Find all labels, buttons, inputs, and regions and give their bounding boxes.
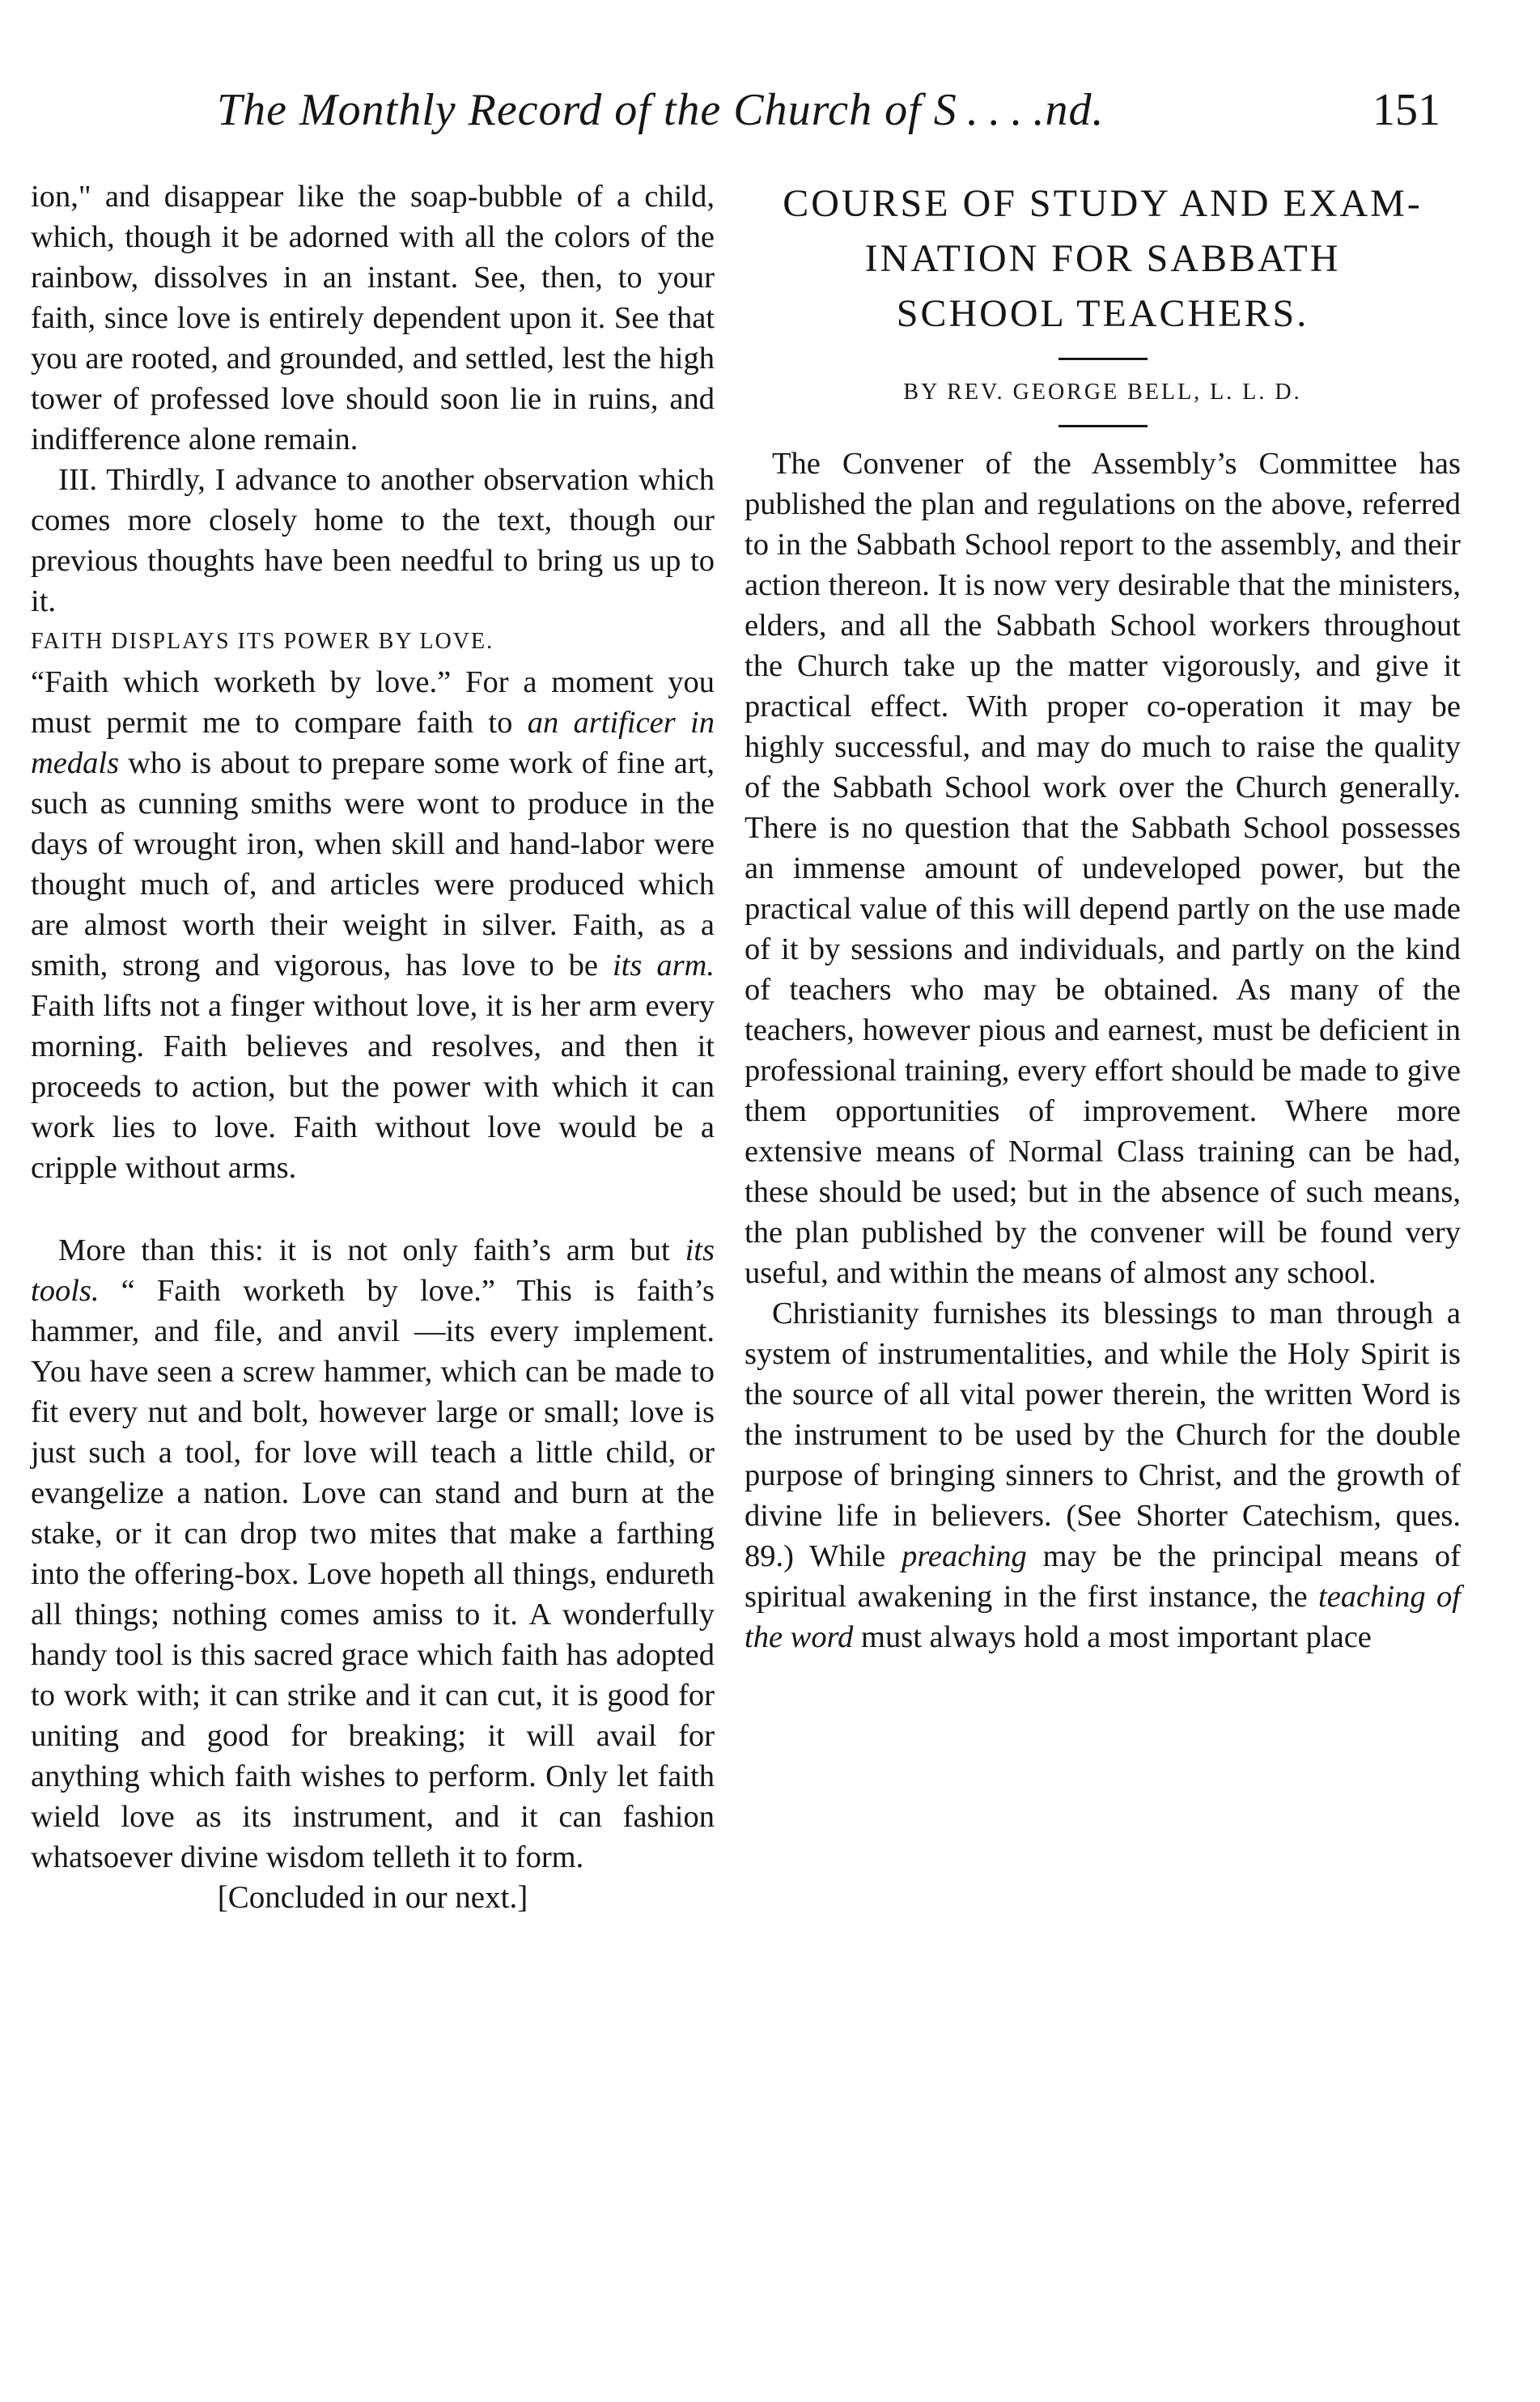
article-title-line: SCHOOL TEACHERS. (896, 292, 1309, 335)
paragraph-gap (31, 1188, 715, 1230)
article-title (745, 176, 1461, 342)
article-title-line: COURSE OF STUDY AND EXAM- (783, 182, 1423, 225)
article-byline: BY REV. GEORGE BELL, L. L. D. (903, 380, 1302, 405)
paragraph-third-observation: III. Thirdly, I advance to another observation which comes more closely home to the text, though our previous thoughts have been needful to bring us up to it. (31, 463, 715, 618)
paragraph-christianity-instrumentalities: Christianity furnishes its blessings to man through a system of instrumentalities, and while the Holy Spirit is the source of all vital power therein, the written Word is the instrument to be used by the Church for the double purpose of bringing sinners to Christ, and the growth of divine life in believers. (See Shorter Catechism, ques. 89.) While preaching may be the principal means of spiritual awakening in the first instance, the teaching of the word must always hold a most important place (745, 1296, 1461, 1654)
page-header (162, 84, 1457, 149)
paragraph-faith-tools: More than this: it is not only faith’s arm but its tools. “ Faith worketh by love.” This is faith’s hammer, and file, and anvil —its every implement. You have seen a screw hammer, which can be made to fit every nut and bolt, however large or small; love is just such a tool, for love will teach a little child, or evangelize a nation. Love can stand and burn at the stake, or it can drop two mites that make a farthing into the offering-box. Love hopeth all things, endureth all things; nothing comes amiss to it. A wonderfully handy tool is this sacred grace which faith has adopted to work with; it can strike and it can cut, it is good for uniting and good for breaking; it will avail for anything which faith wishes to perform. Only let faith wield love as its instrument, and it can fashion whatsoever divine wisdom telleth it to form. (31, 1233, 715, 1874)
concluded-note: [Concluded in our next.] (217, 1880, 528, 1915)
paragraph-convener-plan: The Convener of the Assembly’s Committee has published the plan and regulations on the above, referred to in the Sabbath School report to the assembly, and their action thereon. It is now very desirable that the ministers, elders, and all the Sabbath School workers throughout the Church take up the matter vigorously, and give it practical effect. With proper co-operation it may be highly successful, and may do much to raise the quality of the Sabbath School work over the Church generally. There is no question that the Sabbath School possesses an immense amount of undeveloped power, but the practical value of this will depend partly on the use made of it by sessions and individuals, and partly on the kind of teachers who may be obtained. As many of the teachers, however pious and earnest, must be deficient in professional training, every effort should be made to give them opportunities of improvement. Where more extensive means of Normal Class training can be had, these should be used; but in the absence of such means, the plan published by the convener will be found very useful, and within the means of almost any school. (745, 447, 1461, 1290)
byline-divider (1058, 425, 1148, 427)
running-title: The Monthly Record of the Church of S . . . .nd. (217, 85, 1105, 135)
article-title-line: INATION FOR SABBATH (864, 237, 1341, 280)
right-column (745, 176, 1461, 1657)
title-divider (1058, 358, 1148, 360)
section-subheading: FAITH DISPLAYS ITS POWER BY LOVE. (31, 629, 494, 654)
left-column (31, 176, 715, 1918)
paragraph-love-dependent-on-faith: ion," and disappear like the soap-bubble of a child, which, though it be adorned with all the colors of the rainbow, dissolves in an instant. See, then, to your faith, since love is entirely dependent upon it. See that you are rooted, and grounded, and settled, lest the high tower of professed love should soon lie in ruins, and indifference alone remain. (31, 180, 715, 456)
paragraph-faith-artificer: “Faith which worketh by love.” For a moment you must permit me to compare faith to an artificer in medals who is about to prepare some work of fine art, such as cunning smiths were wont to produce in the days of wrought iron, when skill and hand-labor were thought much of, and articles were produced which are almost worth their weight in silver. Faith, as a smith, strong and vigorous, has love to be its arm. Faith lifts not a finger without love, it is her arm every morning. Faith believes and resolves, and then it proceeds to action, but the power with which it can work lies to love. Faith without love would be a cripple without arms. (31, 665, 715, 1185)
page-number: 151 (1372, 85, 1440, 135)
